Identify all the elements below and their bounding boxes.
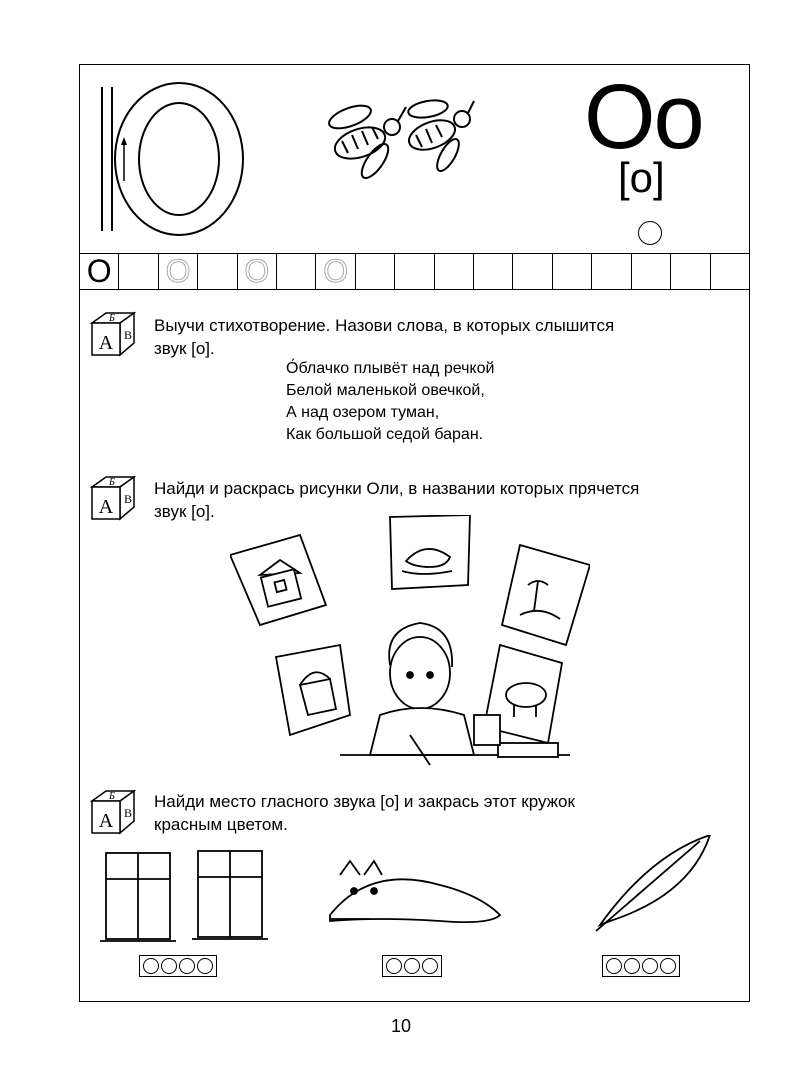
sound-scheme-cat <box>382 955 442 977</box>
sound-scheme-feather <box>602 955 680 977</box>
olya-drawings-picture <box>230 515 590 780</box>
sound-scheme-window <box>139 955 217 977</box>
sound-circle[interactable] <box>660 958 676 974</box>
sound-circle[interactable] <box>161 958 177 974</box>
sound-notation: [о] <box>618 154 665 201</box>
sound-circle[interactable] <box>143 958 159 974</box>
svg-text:В: В <box>123 328 133 342</box>
exercise-1-instruction: Выучи стихотворение. Назови слова, в которых слышится звук [о]. <box>154 316 615 358</box>
letter-pair: Оо <box>584 66 703 168</box>
tracing-cell[interactable] <box>80 253 119 289</box>
tracing-cell[interactable] <box>395 253 434 289</box>
sound-circle[interactable] <box>642 958 658 974</box>
poem-line: А над озером туман, <box>286 404 440 421</box>
sound-circle[interactable] <box>179 958 195 974</box>
svg-text:Б: Б <box>109 313 115 324</box>
svg-text:Б: Б <box>109 791 115 802</box>
tracing-cell[interactable] <box>553 253 592 289</box>
sound-circle[interactable] <box>197 958 213 974</box>
girl-drawing-icon <box>370 623 474 765</box>
letter-header <box>80 65 749 254</box>
sound-circle[interactable] <box>386 958 402 974</box>
feather-icon <box>596 835 710 931</box>
svg-text:В: В <box>123 806 133 820</box>
sound-circle[interactable] <box>404 958 420 974</box>
tracing-cell[interactable] <box>316 253 355 289</box>
sample-letter: О <box>86 253 112 289</box>
tracing-cell[interactable] <box>592 253 631 289</box>
exercise-2-instruction: Найди и раскрась рисунки Оли, в названии которых прячется звук [о]. <box>154 479 640 521</box>
sound-circle[interactable] <box>422 958 438 974</box>
island-drawing-icon[interactable] <box>502 545 590 645</box>
poem-line: Белой маленькой овечкой, <box>286 382 485 399</box>
svg-text:А: А <box>98 332 114 354</box>
tracing-cell[interactable] <box>198 253 237 289</box>
tracing-cell[interactable] <box>356 253 395 289</box>
traced-letter: О <box>323 253 349 289</box>
sound-circle[interactable] <box>606 958 622 974</box>
tracing-cell[interactable] <box>632 253 671 289</box>
tracing-cell[interactable] <box>435 253 474 289</box>
whale-drawing-icon[interactable] <box>390 515 470 589</box>
tracing-cell[interactable] <box>671 253 710 289</box>
abc-block-icon <box>88 309 138 366</box>
poem <box>286 358 494 446</box>
sound-circle[interactable] <box>624 958 640 974</box>
page-number: 10 <box>390 1016 412 1036</box>
tracing-cell[interactable] <box>474 253 513 289</box>
svg-text:А: А <box>98 496 114 518</box>
tracing-cell[interactable] <box>119 253 158 289</box>
exercise-3-instruction: Найди место гласного звука [о] и закрась этот кружок красным цветом. <box>154 792 575 834</box>
tracing-cell[interactable] <box>513 253 552 289</box>
wasps-picture-icon <box>320 91 480 196</box>
traced-letter: О <box>244 253 270 289</box>
svg-text:А: А <box>98 810 114 832</box>
house-drawing-icon[interactable] <box>230 535 326 625</box>
poem-line: Как большой седой баран. <box>286 426 484 443</box>
svg-text:В: В <box>123 492 133 506</box>
poem-line: О́блачко плывёт над речкой <box>286 360 495 377</box>
tracing-cell[interactable] <box>277 253 316 289</box>
svg-text:Б: Б <box>109 477 115 488</box>
bucket-drawing-icon[interactable] <box>276 645 350 735</box>
tracing-row <box>80 253 749 290</box>
tracing-cell[interactable] <box>159 253 198 289</box>
tracing-cell[interactable] <box>711 253 749 289</box>
vowel-circle-icon[interactable] <box>638 221 662 245</box>
window-icon <box>100 851 268 941</box>
big-letter-o-icon <box>94 81 244 242</box>
traced-letter: О <box>165 253 191 289</box>
tracing-cell[interactable] <box>238 253 277 289</box>
abc-block-icon <box>88 473 138 530</box>
cat-icon <box>330 861 500 922</box>
worksheet-frame <box>79 64 750 1002</box>
